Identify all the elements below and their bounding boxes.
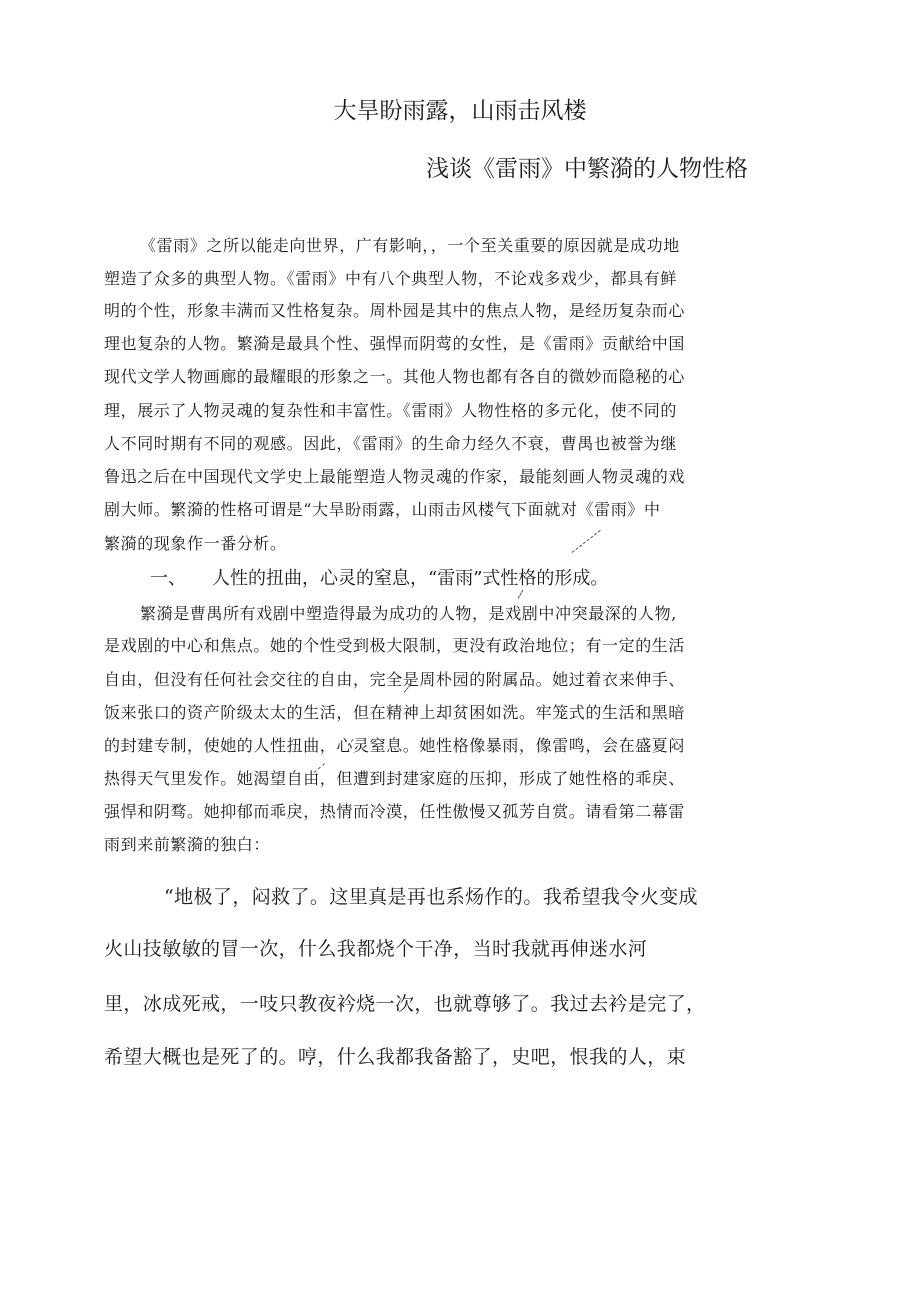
intro-line: 繁漪的现象作一番分析。	[104, 534, 287, 553]
intro-line: 明的个性，形象丰满而又性格复杂。周朴园是其中的焦点人物，是经历复杂而心	[104, 301, 686, 320]
section-line: 繁漪是曹禺所有戏剧中塑造得最为成功的人物，是戏剧中冲突最深的人物,	[140, 604, 677, 623]
intro-line: 理也复杂的人物。繁漪是最具个性、强悍而阴莺的女性，是《雷雨》贡献给中国	[104, 334, 686, 353]
document-title: 大旱盼雨露，山雨击风楼	[333, 98, 587, 124]
section-line: 的封建专制，使她的人性扭曲，心灵窒息。她性格像暴雨，像雷鸣，会在盛夏闷	[104, 736, 686, 755]
section-line: 热得天气里发作。她渴望自由，但遭到封建家庭的压抑，形成了她性格的乖戾、	[104, 769, 686, 788]
section-heading-text: 人性的扭曲，心灵的窒息，“雷雨”式性格的形成。	[212, 568, 609, 589]
monologue-line: 希望大概也是死了的。哼，什么我都我备豁了，史吧，恨我的人，束	[104, 1046, 687, 1068]
monologue-line: 火山技敏敏的冒一次，什么我都烧个干净，当时我就再伸迷水河	[104, 938, 648, 960]
section-line: 强悍和阴骛。她抑郁而乖戾，热情而冷漠，任性傲慢又孤芳自赏。请看第二幕雷	[104, 802, 686, 821]
section-line: 自由，但没有任何社会交往的自由，完全是周朴园的附属品。她过着衣来伸手、	[104, 670, 686, 689]
section-one-heading	[150, 567, 608, 591]
document-subtitle: 浅谈《雷雨》中繁漪的人物性格	[426, 156, 748, 182]
intro-line: 《雷雨》之所以能走向世界，广有影响，，一个至关重要的原因就是成功地	[140, 236, 680, 255]
monologue-line: “地极了，闷救了。这里真是再也系炀作的。我希望我令火变成	[164, 886, 698, 908]
section-line: 饭来张口的资产阶级太太的生活，但在精神上却贫困如洗。牢笼式的生活和黑暗	[104, 703, 686, 722]
intro-line: 剧大师。繁漪的性格可谓是“大旱盼雨露，山雨击风楼气下面就对《雷雨》中	[104, 500, 661, 519]
intro-line: 理，展示了人物灵魂的复杂性和丰富性。《雷雨》人物性格的多元化，使不同的	[104, 401, 678, 420]
intro-line: 人不同时期有不同的观感。因此，《雷雨》的生命力经久不衰，曹禺也被誉为继	[104, 434, 678, 453]
section-number: 一、	[150, 568, 186, 589]
monologue-line: 里，冰成死戒，一吱只教夜衿烧一次，也就尊够了。我过去衿是完了，	[104, 993, 706, 1015]
intro-line: 鲁迅之后在中国现代文学史上最能塑造人物灵魂的作家，最能刻画人物灵魂的戏	[104, 467, 686, 486]
section-line: 雨到来前繁漪的独白：	[104, 835, 271, 854]
scan-artifact-mark	[572, 530, 601, 553]
intro-line: 现代文学人物画廊的最耀眼的形象之一。其他人物也都有各自的微妙而隐秘的心	[104, 367, 686, 386]
intro-line: 塑造了众多的典型人物。《雷雨》中有八个典型人物，不论戏多戏少，都具有鲜	[104, 269, 678, 288]
section-line: 是戏剧的中心和焦点。她的个性受到极大限制，更没有政治地位；有一定的生活	[104, 636, 686, 655]
